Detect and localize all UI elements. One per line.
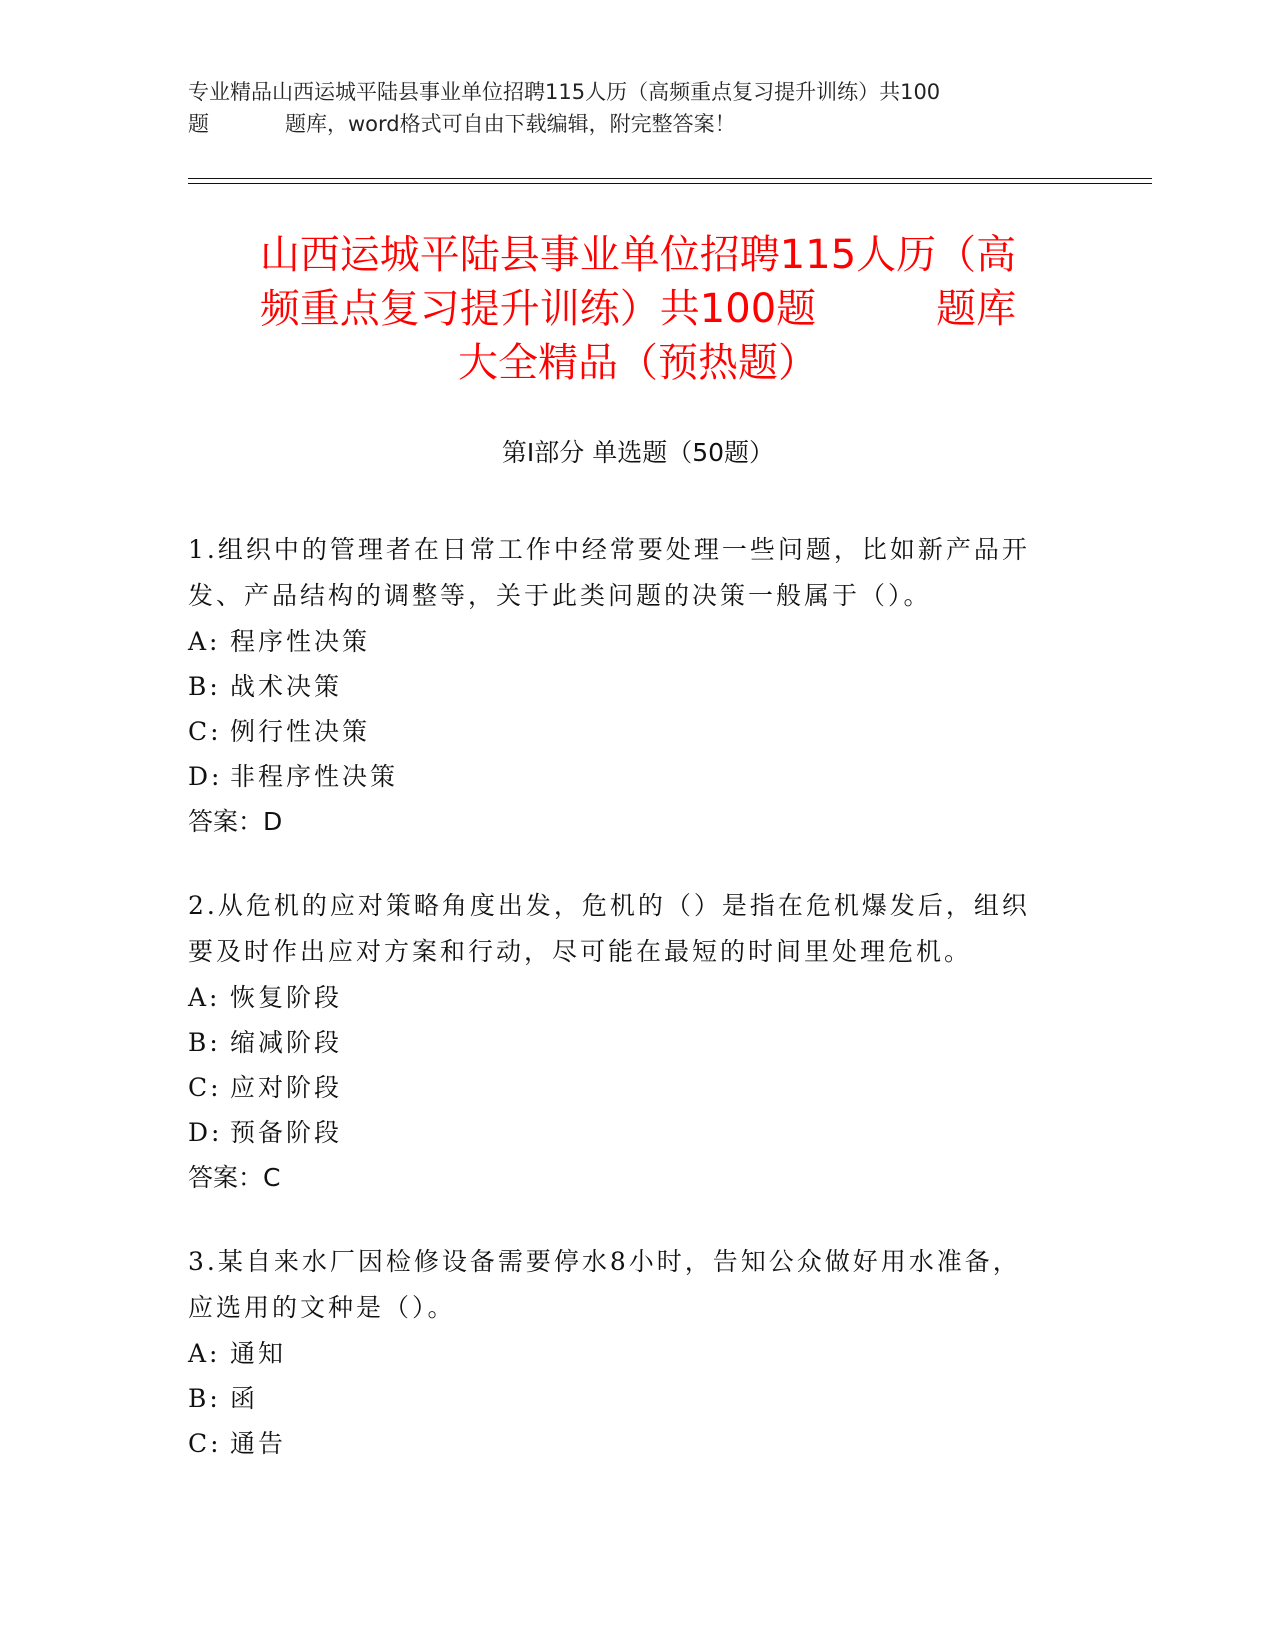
title-line-2-start: 频重点复习提升训练）共100题 — [259, 286, 817, 332]
option-text: 恢复阶段 — [230, 983, 343, 1012]
title-line-2-end: 题库 — [936, 286, 1017, 332]
option-letter: A: — [188, 1339, 221, 1368]
option-letter: B: — [188, 1384, 221, 1413]
question-stem-line-1: 1.组织中的管理者在日常工作中经常要处理一些问题，比如新产品开 — [188, 535, 1030, 564]
question-stem — [188, 527, 1088, 619]
question-stem-line-2: 发、产品结构的调整等，关于此类问题的决策一般属于（）。 — [188, 581, 932, 610]
title-line-1: 山西运城平陆县事业单位招聘115人历（高 — [259, 232, 1017, 278]
answer: 答案：D — [188, 807, 283, 836]
document-header — [188, 76, 1088, 140]
question-2 — [188, 883, 1088, 1201]
question-stem — [188, 883, 1088, 975]
option-letter: B: — [188, 672, 221, 701]
option-text: 通知 — [230, 1339, 287, 1368]
option-a — [188, 619, 1088, 664]
header-divider-bottom — [188, 183, 1152, 184]
question-stem-line-2: 应选用的文种是（）。 — [188, 1293, 456, 1322]
option-text: 通告 — [230, 1429, 287, 1458]
option-letter: C: — [188, 1073, 222, 1102]
header-line-1: 专业精品山西运城平陆县事业单位招聘115人历（高频重点复习提升训练）共100 — [188, 80, 941, 104]
option-text: 函 — [230, 1384, 259, 1413]
option-letter: D: — [188, 1118, 223, 1147]
question-3 — [188, 1239, 1088, 1466]
title-line-2 — [188, 282, 1088, 336]
option-letter: B: — [188, 1028, 221, 1057]
question-stem-line-2: 要及时作出应对方案和行动，尽可能在最短的时间里处理危机。 — [188, 937, 973, 966]
header-divider-top — [188, 178, 1152, 179]
section-heading: 第Ⅰ部分 单选题（50题） — [501, 438, 775, 467]
option-b — [188, 1020, 1088, 1065]
option-c — [188, 709, 1088, 754]
option-letter: A: — [188, 983, 221, 1012]
option-a — [188, 1331, 1088, 1376]
title-line-3: 大全精品（预热题） — [458, 340, 818, 386]
header-line-2-start: 题 — [188, 112, 209, 136]
question-stem-line-1: 3.某自来水厂因检修设备需要停水8小时，告知公众做好用水准备， — [188, 1247, 1021, 1276]
option-text: 非程序性决策 — [230, 762, 399, 791]
option-letter: D: — [188, 762, 223, 791]
question-1 — [188, 527, 1088, 845]
question-stem — [188, 1239, 1088, 1331]
option-d — [188, 754, 1088, 799]
header-line-2 — [188, 108, 1088, 140]
header-line-2-end: 题库，word格式可自由下载编辑，附完整答案！ — [285, 112, 736, 136]
option-b — [188, 664, 1088, 709]
option-text: 战术决策 — [230, 672, 343, 701]
option-text: 例行性决策 — [230, 717, 371, 746]
document-title — [188, 228, 1088, 390]
option-letter: A: — [188, 627, 221, 656]
option-letter: C: — [188, 1429, 222, 1458]
option-b — [188, 1376, 1088, 1421]
option-d — [188, 1110, 1088, 1155]
option-text: 预备阶段 — [230, 1118, 343, 1147]
option-text: 缩减阶段 — [230, 1028, 343, 1057]
option-text: 应对阶段 — [230, 1073, 343, 1102]
option-c — [188, 1421, 1088, 1466]
answer: 答案：C — [188, 1163, 281, 1192]
question-list — [188, 527, 1088, 1504]
question-stem-line-1: 2.从危机的应对策略角度出发，危机的（）是指在危机爆发后，组织 — [188, 891, 1030, 920]
option-c — [188, 1065, 1088, 1110]
option-a — [188, 975, 1088, 1020]
option-text: 程序性决策 — [230, 627, 371, 656]
option-letter: C: — [188, 717, 222, 746]
